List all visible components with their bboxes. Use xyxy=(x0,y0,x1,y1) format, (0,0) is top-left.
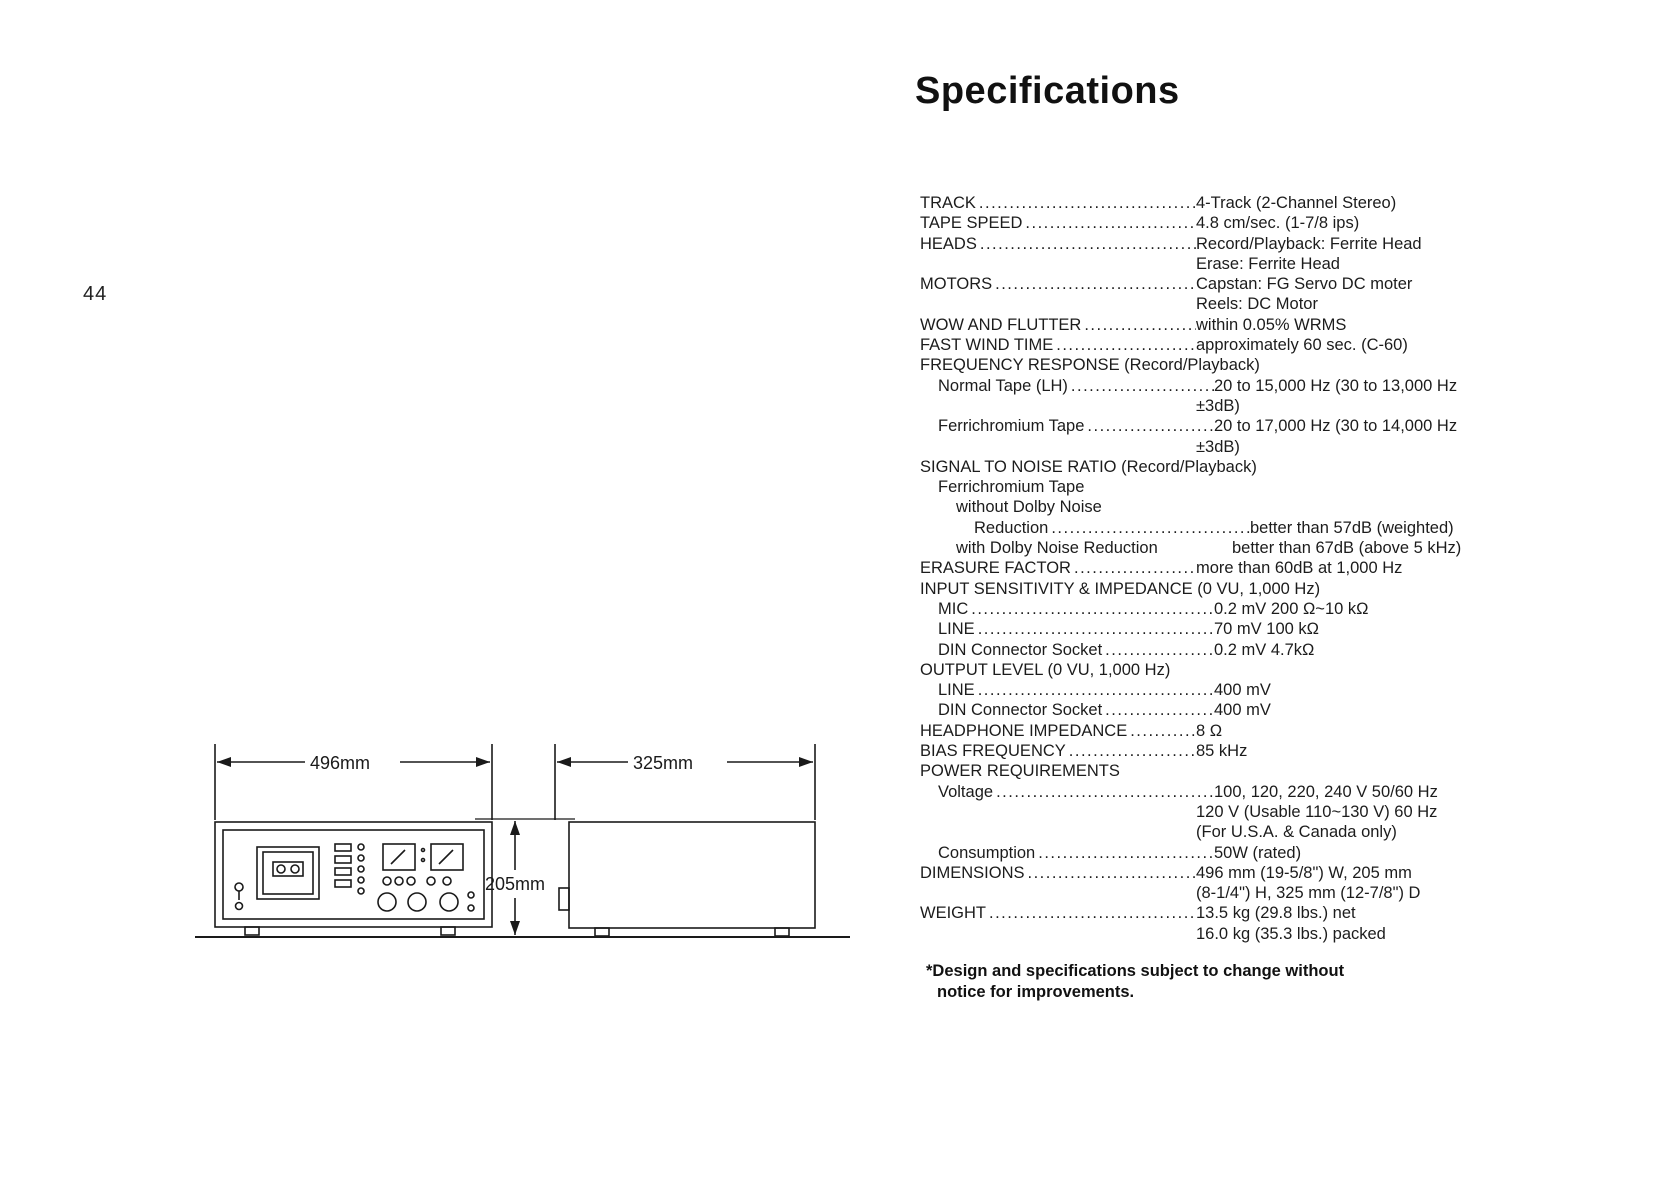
spec-section-heading: OUTPUT LEVEL (0 VU, 1,000 Hz) xyxy=(920,660,1171,679)
specifications-list xyxy=(920,193,1520,944)
spec-value: Capstan: FG Servo DC moter xyxy=(1196,275,1413,294)
spec-value: Record/Playback: Ferrite Head xyxy=(1196,234,1422,253)
spec-row-input-mic xyxy=(920,599,1520,619)
spec-subheading: without Dolby Noise xyxy=(956,498,1102,517)
spec-row-fast-wind xyxy=(920,335,1520,355)
spec-value-continued: 16.0 kg (35.3 lbs.) packed xyxy=(1196,924,1386,943)
height-dimension-label: 205mm xyxy=(485,874,546,894)
spec-value-continued: (For U.S.A. & Canada only) xyxy=(1196,823,1397,842)
spec-row-wow-flutter xyxy=(920,315,1520,335)
spec-row-motors xyxy=(920,274,1520,294)
spec-value-continued: ±3dB) xyxy=(1196,437,1240,456)
spec-label: WOW AND FLUTTER xyxy=(920,315,1082,334)
spec-value: within 0.05% WRMS xyxy=(1196,315,1347,334)
spec-section-heading: FREQUENCY RESPONSE (Record/Playback) xyxy=(920,356,1260,375)
spec-label: DIMENSIONS xyxy=(920,863,1025,882)
spec-label: HEADS xyxy=(920,234,977,253)
spec-value-continued: (8-1/4") H, 325 mm (12-7/8") D xyxy=(1196,884,1421,903)
spec-row-input-line xyxy=(920,619,1520,639)
spec-value: 4-Track (2-Channel Stereo) xyxy=(1196,194,1397,212)
footnote xyxy=(926,961,1344,1003)
spec-value-continued: Erase: Ferrite Head xyxy=(1196,254,1340,273)
spec-value: 4.8 cm/sec. (1-7/8 ips) xyxy=(1196,214,1360,233)
spec-row-with-dolby xyxy=(920,538,1520,558)
spec-row-dimensions xyxy=(920,863,1520,883)
spec-label: Consumption xyxy=(938,843,1036,862)
spec-value: 100, 120, 220, 240 V 50/60 Hz xyxy=(1214,782,1438,801)
spec-label: MIC xyxy=(938,599,969,618)
spec-value-continued: 120 V (Usable 110~130 V) 60 Hz xyxy=(1196,802,1438,821)
spec-value: 20 to 15,000 Hz (30 to 13,000 Hz xyxy=(1214,376,1458,395)
spec-subheading: Ferrichromium Tape xyxy=(938,478,1085,497)
spec-row-erasure xyxy=(920,558,1520,578)
spec-row-consumption xyxy=(920,843,1520,863)
spec-value: 400 mV xyxy=(1214,701,1271,720)
width-dimension-label: 496mm xyxy=(310,753,371,773)
spec-label: MOTORS xyxy=(920,275,993,294)
spec-label: Reduction xyxy=(974,518,1049,537)
dimension-drawing xyxy=(195,740,855,960)
spec-label: Normal Tape (LH) xyxy=(938,376,1068,395)
spec-row-input-din xyxy=(920,640,1520,660)
spec-value-continued: Reels: DC Motor xyxy=(1196,295,1318,314)
spec-value: 400 mV xyxy=(1214,681,1271,700)
spec-value: 85 kHz xyxy=(1196,742,1248,761)
spec-row-output-din xyxy=(920,700,1520,720)
spec-value: 0.2 mV 4.7kΩ xyxy=(1214,640,1315,659)
spec-row-heads xyxy=(920,234,1520,254)
spec-label: BIAS FREQUENCY xyxy=(920,742,1066,761)
spec-value: 50W (rated) xyxy=(1214,843,1302,862)
spec-value-continued: ±3dB) xyxy=(1196,396,1240,415)
spec-value: 70 mV 100 kΩ xyxy=(1214,620,1319,639)
spec-section-heading: INPUT SENSITIVITY & IMPEDANCE (0 VU, 1,000 Hz) xyxy=(920,579,1321,598)
spec-row-ferri-tape xyxy=(920,416,1520,436)
spec-label: DIN Connector Socket xyxy=(938,640,1103,659)
depth-dimension-label: 325mm xyxy=(633,753,694,773)
spec-value: better than 57dB (weighted) xyxy=(1250,518,1454,537)
spec-label: HEADPHONE IMPEDANCE xyxy=(920,721,1128,740)
spec-row-bias xyxy=(920,741,1520,761)
spec-label: LINE xyxy=(938,620,975,639)
spec-label: with Dolby Noise Reduction xyxy=(956,539,1158,558)
spec-label: ERASURE FACTOR xyxy=(920,559,1071,578)
footnote-line: *Design and specifications subject to change without xyxy=(926,962,1345,980)
spec-value: approximately 60 sec. (C-60) xyxy=(1196,336,1408,355)
spec-row-headphone xyxy=(920,721,1520,741)
spec-label: Ferrichromium Tape xyxy=(938,417,1085,436)
spec-value: 13.5 kg (29.8 lbs.) net xyxy=(1196,904,1356,923)
spec-row-track xyxy=(920,193,1520,213)
spec-value: better than 67dB (above 5 kHz) xyxy=(1232,539,1462,558)
spec-label: TRACK xyxy=(920,194,976,212)
spec-value: 496 mm (19-5/8") W, 205 mm xyxy=(1196,863,1412,882)
spec-section-heading: SIGNAL TO NOISE RATIO (Record/Playback) xyxy=(920,457,1257,476)
spec-value: 8 Ω xyxy=(1196,721,1223,740)
spec-value: more than 60dB at 1,000 Hz xyxy=(1196,559,1403,578)
spec-label: WEIGHT xyxy=(920,904,986,923)
spec-section-heading: POWER REQUIREMENTS xyxy=(920,762,1120,781)
spec-label: LINE xyxy=(938,681,975,700)
page-number: 44 xyxy=(83,283,108,305)
spec-row-output-line xyxy=(920,680,1520,700)
spec-row-weight xyxy=(920,903,1520,923)
spec-row-normal-tape xyxy=(920,376,1520,396)
page-title: Specifications xyxy=(915,70,1180,112)
spec-label: DIN Connector Socket xyxy=(938,701,1103,720)
spec-label: Voltage xyxy=(938,782,994,801)
spec-row-reduction xyxy=(920,518,1520,538)
spec-row-tape-speed xyxy=(920,213,1520,233)
footnote-line: notice for improvements. xyxy=(937,983,1135,1001)
spec-row-voltage xyxy=(920,782,1520,802)
spec-label: FAST WIND TIME xyxy=(920,336,1054,355)
spec-value: 0.2 mV 200 Ω~10 kΩ xyxy=(1214,599,1369,618)
spec-value: 20 to 17,000 Hz (30 to 14,000 Hz xyxy=(1214,417,1458,436)
spec-label: TAPE SPEED xyxy=(920,214,1023,233)
